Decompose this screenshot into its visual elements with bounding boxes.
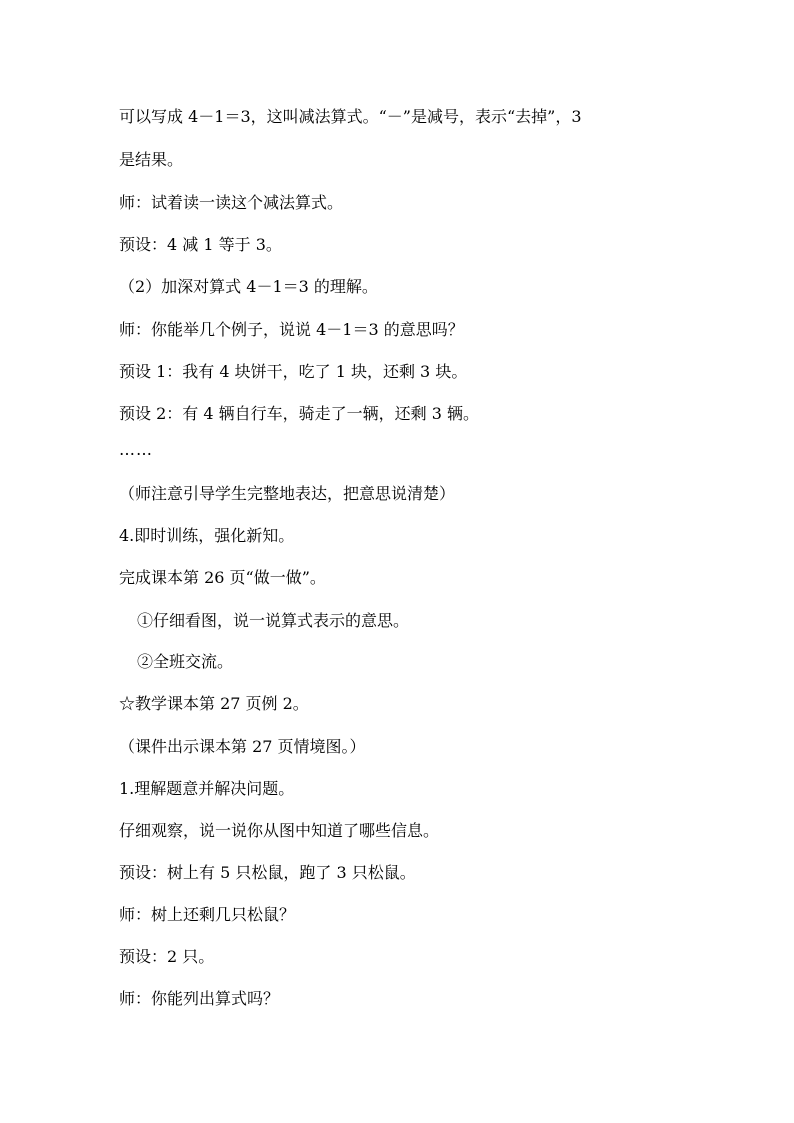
ellipsis: …… [119,440,153,459]
text-line-teacher-formula: 师：你能列出算式吗？ [119,989,280,1008]
section-heading-understand: 1.理解题意并解决问题。 [119,779,295,798]
text-line-teacher-read: 师：试着读一读这个减法算式。 [119,193,344,212]
text-line-subtraction-intro: 可以写成 4－1＝3，这叫减法算式。“－”是减号，表示“去掉”，3 [119,107,582,126]
list-item-discuss: ②全班交流。 [137,652,234,671]
text-line-result: 是结果。 [119,150,184,169]
text-line-preset-2: 预设 2：有 4 辆自行车，骑走了一辆，还剩 3 辆。 [119,404,479,423]
text-line-teacher-note: （师注意引导学生完整地表达，把意思说清楚） [119,484,456,503]
text-line-complete-textbook: 完成课本第 26 页“做一做”。 [119,568,326,587]
section-heading-example-2: ☆教学课本第 27 页例 2。 [119,694,309,713]
text-line-teacher-examples: 师：你能举几个例子，说说 4－1＝3 的意思吗？ [119,320,464,339]
text-line-observe-info: 仔细观察，说一说你从图中知道了哪些信息。 [119,821,440,840]
text-line-preset-squirrels: 预设：树上有 5 只松鼠，跑了 3 只松鼠。 [119,863,416,882]
list-item-observe: ①仔细看图，说一说算式表示的意思。 [137,611,410,630]
section-heading-deepen: （2）加深对算式 4－1＝3 的理解。 [119,277,378,296]
text-line-preset-answer: 预设：4 减 1 等于 3。 [119,235,282,254]
section-heading-practice: 4.即时训练，强化新知。 [119,526,295,545]
text-line-preset-two: 预设：2 只。 [119,947,215,966]
text-line-courseware: （课件出示课本第 27 页情境图。） [119,737,366,756]
text-line-preset-1: 预设 1：我有 4 块饼干，吃了 1 块，还剩 3 块。 [119,362,468,381]
text-line-teacher-remaining: 师：树上还剩几只松鼠？ [119,905,296,924]
